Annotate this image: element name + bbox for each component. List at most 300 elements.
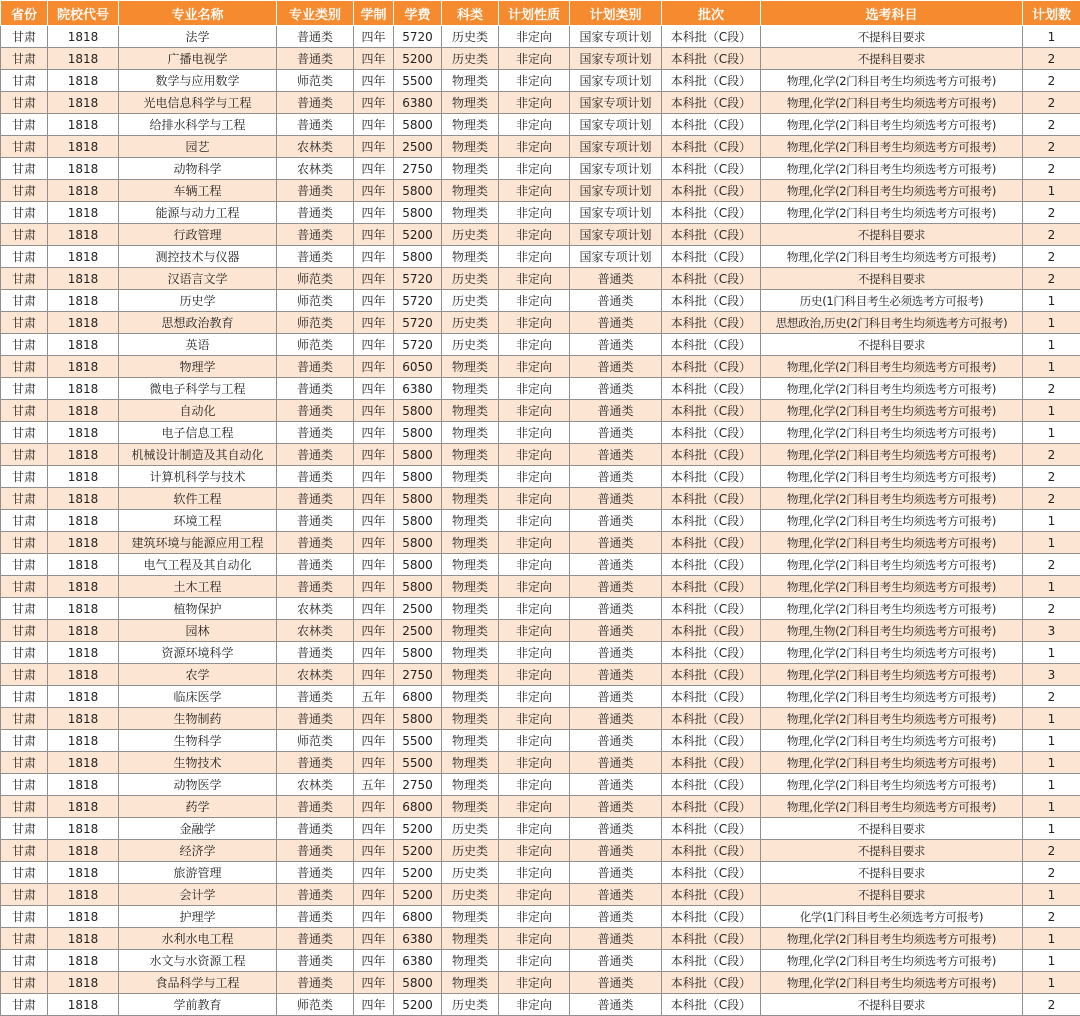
header-major-name: 专业名称 [119,1,277,26]
cell-plan-type: 普通类 [570,400,662,422]
cell-elective-subjects: 物理,化学(2门科目考生均须选考方可报考) [761,70,1023,92]
cell-duration: 四年 [354,664,394,686]
cell-plan-nature: 非定向 [499,136,570,158]
cell-major-category: 普通类 [277,422,354,444]
cell-elective-subjects: 物理,化学(2门科目考生均须选考方可报考) [761,136,1023,158]
cell-plan-type: 普通类 [570,730,662,752]
cell-plan-count: 1 [1023,752,1080,774]
cell-plan-count: 2 [1023,136,1080,158]
table-row [1,488,1080,510]
table-row [1,180,1080,202]
cell-plan-count: 1 [1023,400,1080,422]
cell-plan-type: 国家专项计划 [570,246,662,268]
cell-batch: 本科批（C段） [662,378,761,400]
cell-plan-count: 1 [1023,334,1080,356]
table-row [1,466,1080,488]
cell-major-name: 土木工程 [119,576,277,598]
cell-tuition: 5800 [394,422,442,444]
table-row [1,48,1080,70]
cell-duration: 四年 [354,884,394,906]
cell-tuition: 6800 [394,796,442,818]
cell-plan-type: 国家专项计划 [570,180,662,202]
cell-province: 甘肃 [1,70,48,92]
cell-subject-track: 物理类 [442,906,499,928]
cell-tuition: 5800 [394,466,442,488]
table-row [1,290,1080,312]
cell-duration: 四年 [354,928,394,950]
cell-elective-subjects: 物理,化学(2门科目考生均须选考方可报考) [761,444,1023,466]
cell-subject-track: 物理类 [442,774,499,796]
cell-subject-track: 物理类 [442,554,499,576]
cell-major-category: 师范类 [277,70,354,92]
cell-elective-subjects: 不提科目要求 [761,818,1023,840]
cell-major-category: 普通类 [277,532,354,554]
cell-school-code: 1818 [48,136,119,158]
cell-major-name: 动物医学 [119,774,277,796]
cell-major-category: 普通类 [277,224,354,246]
cell-subject-track: 物理类 [442,488,499,510]
cell-plan-nature: 非定向 [499,70,570,92]
cell-province: 甘肃 [1,422,48,444]
cell-duration: 四年 [354,840,394,862]
cell-plan-type: 普通类 [570,510,662,532]
cell-batch: 本科批（C段） [662,818,761,840]
cell-school-code: 1818 [48,290,119,312]
cell-duration: 四年 [354,950,394,972]
cell-tuition: 6800 [394,686,442,708]
cell-major-category: 普通类 [277,840,354,862]
cell-school-code: 1818 [48,444,119,466]
cell-school-code: 1818 [48,70,119,92]
cell-major-category: 普通类 [277,444,354,466]
cell-major-category: 普通类 [277,488,354,510]
cell-plan-nature: 非定向 [499,400,570,422]
cell-major-category: 普通类 [277,818,354,840]
cell-major-category: 普通类 [277,972,354,994]
cell-duration: 四年 [354,202,394,224]
cell-batch: 本科批（C段） [662,180,761,202]
cell-subject-track: 物理类 [442,202,499,224]
cell-school-code: 1818 [48,884,119,906]
cell-plan-type: 普通类 [570,972,662,994]
cell-plan-count: 2 [1023,554,1080,576]
cell-major-name: 会计学 [119,884,277,906]
cell-subject-track: 历史类 [442,268,499,290]
cell-plan-count: 1 [1023,928,1080,950]
table-row [1,598,1080,620]
cell-plan-type: 普通类 [570,312,662,334]
cell-plan-type: 普通类 [570,950,662,972]
cell-school-code: 1818 [48,158,119,180]
cell-major-name: 物理学 [119,356,277,378]
cell-elective-subjects: 物理,化学(2门科目考生均须选考方可报考) [761,400,1023,422]
cell-tuition: 5200 [394,818,442,840]
cell-plan-nature: 非定向 [499,312,570,334]
cell-plan-type: 国家专项计划 [570,48,662,70]
cell-tuition: 2500 [394,136,442,158]
cell-plan-type: 国家专项计划 [570,158,662,180]
cell-plan-count: 1 [1023,796,1080,818]
cell-plan-type: 普通类 [570,994,662,1016]
cell-school-code: 1818 [48,818,119,840]
cell-tuition: 5800 [394,532,442,554]
cell-major-name: 水文与水资源工程 [119,950,277,972]
header-duration: 学制 [354,1,394,26]
cell-plan-count: 2 [1023,598,1080,620]
cell-batch: 本科批（C段） [662,356,761,378]
cell-school-code: 1818 [48,92,119,114]
cell-batch: 本科批（C段） [662,444,761,466]
cell-major-category: 普通类 [277,356,354,378]
cell-plan-type: 国家专项计划 [570,114,662,136]
table-row [1,994,1080,1016]
cell-plan-nature: 非定向 [499,884,570,906]
cell-province: 甘肃 [1,686,48,708]
cell-plan-nature: 非定向 [499,92,570,114]
cell-duration: 四年 [354,444,394,466]
table-row [1,334,1080,356]
cell-duration: 四年 [354,972,394,994]
cell-elective-subjects: 不提科目要求 [761,840,1023,862]
cell-plan-count: 2 [1023,114,1080,136]
cell-elective-subjects: 物理,化学(2门科目考生均须选考方可报考) [761,356,1023,378]
cell-duration: 四年 [354,752,394,774]
cell-elective-subjects: 不提科目要求 [761,224,1023,246]
table-row [1,576,1080,598]
cell-tuition: 2500 [394,620,442,642]
cell-plan-type: 普通类 [570,906,662,928]
cell-province: 甘肃 [1,378,48,400]
cell-school-code: 1818 [48,708,119,730]
cell-subject-track: 物理类 [442,510,499,532]
cell-plan-nature: 非定向 [499,598,570,620]
cell-plan-type: 普通类 [570,378,662,400]
cell-major-category: 普通类 [277,796,354,818]
cell-duration: 四年 [354,818,394,840]
cell-duration: 四年 [354,224,394,246]
table-row [1,642,1080,664]
cell-province: 甘肃 [1,972,48,994]
table-row [1,774,1080,796]
cell-batch: 本科批（C段） [662,400,761,422]
cell-elective-subjects: 物理,化学(2门科目考生均须选考方可报考) [761,92,1023,114]
cell-batch: 本科批（C段） [662,488,761,510]
table-row [1,532,1080,554]
cell-elective-subjects: 不提科目要求 [761,994,1023,1016]
cell-batch: 本科批（C段） [662,224,761,246]
cell-major-category: 师范类 [277,334,354,356]
cell-batch: 本科批（C段） [662,994,761,1016]
cell-plan-count: 2 [1023,70,1080,92]
cell-elective-subjects: 物理,化学(2门科目考生均须选考方可报考) [761,180,1023,202]
cell-tuition: 2750 [394,158,442,180]
cell-batch: 本科批（C段） [662,532,761,554]
cell-major-category: 师范类 [277,730,354,752]
cell-major-name: 思想政治教育 [119,312,277,334]
table-row [1,268,1080,290]
cell-subject-track: 物理类 [442,444,499,466]
cell-plan-count: 1 [1023,950,1080,972]
cell-school-code: 1818 [48,466,119,488]
cell-subject-track: 历史类 [442,290,499,312]
cell-tuition: 5800 [394,972,442,994]
cell-plan-type: 普通类 [570,796,662,818]
cell-duration: 四年 [354,180,394,202]
header-plan-type: 计划类别 [570,1,662,26]
cell-subject-track: 历史类 [442,884,499,906]
cell-major-name: 植物保护 [119,598,277,620]
cell-major-name: 英语 [119,334,277,356]
cell-major-name: 测控技术与仪器 [119,246,277,268]
cell-tuition: 6380 [394,92,442,114]
cell-batch: 本科批（C段） [662,928,761,950]
cell-major-name: 水利水电工程 [119,928,277,950]
cell-plan-type: 普通类 [570,334,662,356]
cell-plan-type: 普通类 [570,840,662,862]
cell-subject-track: 历史类 [442,334,499,356]
cell-tuition: 5800 [394,642,442,664]
cell-duration: 四年 [354,268,394,290]
cell-duration: 四年 [354,26,394,48]
cell-batch: 本科批（C段） [662,158,761,180]
cell-major-name: 药学 [119,796,277,818]
cell-province: 甘肃 [1,510,48,532]
cell-subject-track: 物理类 [442,70,499,92]
cell-duration: 四年 [354,400,394,422]
cell-school-code: 1818 [48,26,119,48]
cell-duration: 四年 [354,598,394,620]
cell-duration: 四年 [354,158,394,180]
cell-batch: 本科批（C段） [662,290,761,312]
cell-batch: 本科批（C段） [662,114,761,136]
cell-plan-nature: 非定向 [499,290,570,312]
cell-plan-type: 普通类 [570,466,662,488]
cell-duration: 四年 [354,708,394,730]
cell-province: 甘肃 [1,114,48,136]
cell-school-code: 1818 [48,488,119,510]
cell-major-name: 给排水科学与工程 [119,114,277,136]
cell-plan-count: 1 [1023,972,1080,994]
cell-province: 甘肃 [1,554,48,576]
cell-major-category: 农林类 [277,158,354,180]
cell-major-category: 普通类 [277,708,354,730]
cell-major-category: 农林类 [277,774,354,796]
cell-plan-type: 普通类 [570,532,662,554]
cell-major-category: 农林类 [277,620,354,642]
cell-major-name: 环境工程 [119,510,277,532]
cell-subject-track: 历史类 [442,312,499,334]
cell-subject-track: 物理类 [442,92,499,114]
cell-tuition: 5200 [394,840,442,862]
cell-batch: 本科批（C段） [662,466,761,488]
cell-school-code: 1818 [48,202,119,224]
cell-batch: 本科批（C段） [662,686,761,708]
cell-subject-track: 物理类 [442,180,499,202]
cell-major-name: 临床医学 [119,686,277,708]
table-row [1,708,1080,730]
cell-subject-track: 历史类 [442,818,499,840]
table-row [1,312,1080,334]
cell-province: 甘肃 [1,312,48,334]
cell-duration: 四年 [354,378,394,400]
cell-major-name: 计算机科学与技术 [119,466,277,488]
cell-major-category: 普通类 [277,950,354,972]
table-row [1,224,1080,246]
cell-plan-nature: 非定向 [499,752,570,774]
cell-subject-track: 历史类 [442,994,499,1016]
cell-province: 甘肃 [1,752,48,774]
cell-batch: 本科批（C段） [662,774,761,796]
cell-plan-nature: 非定向 [499,180,570,202]
cell-province: 甘肃 [1,202,48,224]
cell-school-code: 1818 [48,686,119,708]
cell-elective-subjects: 物理,化学(2门科目考生均须选考方可报考) [761,774,1023,796]
cell-batch: 本科批（C段） [662,730,761,752]
cell-subject-track: 物理类 [442,972,499,994]
cell-duration: 四年 [354,70,394,92]
cell-school-code: 1818 [48,268,119,290]
cell-subject-track: 物理类 [442,466,499,488]
cell-duration: 四年 [354,334,394,356]
cell-batch: 本科批（C段） [662,26,761,48]
cell-elective-subjects: 不提科目要求 [761,48,1023,70]
cell-elective-subjects: 不提科目要求 [761,862,1023,884]
cell-plan-type: 普通类 [570,928,662,950]
header-subject-track: 科类 [442,1,499,26]
cell-tuition: 2500 [394,598,442,620]
cell-school-code: 1818 [48,752,119,774]
cell-province: 甘肃 [1,950,48,972]
cell-province: 甘肃 [1,136,48,158]
cell-school-code: 1818 [48,576,119,598]
cell-province: 甘肃 [1,356,48,378]
cell-plan-nature: 非定向 [499,202,570,224]
cell-elective-subjects: 物理,化学(2门科目考生均须选考方可报考) [761,466,1023,488]
cell-tuition: 6380 [394,378,442,400]
cell-school-code: 1818 [48,774,119,796]
cell-plan-count: 2 [1023,92,1080,114]
cell-batch: 本科批（C段） [662,554,761,576]
cell-tuition: 6050 [394,356,442,378]
cell-tuition: 5200 [394,224,442,246]
cell-plan-type: 普通类 [570,356,662,378]
cell-duration: 四年 [354,510,394,532]
table-row [1,906,1080,928]
cell-major-name: 园林 [119,620,277,642]
cell-elective-subjects: 历史(1门科目考生必须选考方可报考) [761,290,1023,312]
cell-plan-nature: 非定向 [499,928,570,950]
cell-duration: 四年 [354,422,394,444]
cell-subject-track: 物理类 [442,730,499,752]
table-row [1,972,1080,994]
cell-plan-count: 2 [1023,466,1080,488]
cell-school-code: 1818 [48,532,119,554]
cell-major-category: 普通类 [277,906,354,928]
cell-elective-subjects: 物理,化学(2门科目考生均须选考方可报考) [761,378,1023,400]
cell-plan-nature: 非定向 [499,730,570,752]
cell-plan-type: 普通类 [570,774,662,796]
cell-major-name: 车辆工程 [119,180,277,202]
cell-school-code: 1818 [48,620,119,642]
cell-plan-nature: 非定向 [499,356,570,378]
cell-province: 甘肃 [1,444,48,466]
cell-plan-count: 1 [1023,290,1080,312]
cell-plan-count: 1 [1023,576,1080,598]
cell-plan-nature: 非定向 [499,620,570,642]
cell-elective-subjects: 不提科目要求 [761,26,1023,48]
cell-plan-nature: 非定向 [499,532,570,554]
cell-tuition: 5800 [394,554,442,576]
cell-province: 甘肃 [1,862,48,884]
cell-school-code: 1818 [48,928,119,950]
cell-school-code: 1818 [48,796,119,818]
cell-plan-nature: 非定向 [499,158,570,180]
cell-plan-count: 1 [1023,730,1080,752]
cell-duration: 五年 [354,686,394,708]
cell-plan-nature: 非定向 [499,378,570,400]
cell-elective-subjects: 物理,化学(2门科目考生均须选考方可报考) [761,114,1023,136]
cell-major-category: 普通类 [277,114,354,136]
cell-school-code: 1818 [48,598,119,620]
cell-plan-type: 普通类 [570,642,662,664]
cell-batch: 本科批（C段） [662,268,761,290]
table-row [1,840,1080,862]
cell-elective-subjects: 物理,化学(2门科目考生均须选考方可报考) [761,576,1023,598]
cell-major-category: 普通类 [277,400,354,422]
header-province: 省份 [1,1,48,26]
cell-major-name: 光电信息科学与工程 [119,92,277,114]
cell-elective-subjects: 物理,化学(2门科目考生均须选考方可报考) [761,730,1023,752]
cell-subject-track: 物理类 [442,620,499,642]
cell-elective-subjects: 不提科目要求 [761,268,1023,290]
cell-plan-nature: 非定向 [499,796,570,818]
cell-plan-count: 2 [1023,994,1080,1016]
cell-subject-track: 物理类 [442,752,499,774]
cell-tuition: 6800 [394,906,442,928]
cell-elective-subjects: 物理,化学(2门科目考生均须选考方可报考) [761,796,1023,818]
cell-province: 甘肃 [1,906,48,928]
cell-tuition: 5500 [394,70,442,92]
cell-major-category: 普通类 [277,180,354,202]
cell-plan-nature: 非定向 [499,444,570,466]
cell-plan-type: 国家专项计划 [570,202,662,224]
cell-tuition: 5500 [394,752,442,774]
cell-tuition: 5800 [394,708,442,730]
cell-elective-subjects: 物理,化学(2门科目考生均须选考方可报考) [761,532,1023,554]
cell-major-name: 食品科学与工程 [119,972,277,994]
cell-tuition: 5800 [394,488,442,510]
cell-major-name: 农学 [119,664,277,686]
cell-plan-count: 2 [1023,488,1080,510]
cell-plan-count: 1 [1023,818,1080,840]
cell-major-name: 历史学 [119,290,277,312]
cell-elective-subjects: 物理,化学(2门科目考生均须选考方可报考) [761,246,1023,268]
cell-subject-track: 物理类 [442,356,499,378]
cell-plan-nature: 非定向 [499,554,570,576]
cell-major-name: 能源与动力工程 [119,202,277,224]
cell-major-category: 普通类 [277,246,354,268]
cell-school-code: 1818 [48,312,119,334]
cell-tuition: 5800 [394,510,442,532]
cell-plan-type: 普通类 [570,664,662,686]
table-row [1,70,1080,92]
header-plan-nature: 计划性质 [499,1,570,26]
cell-batch: 本科批（C段） [662,70,761,92]
cell-plan-nature: 非定向 [499,246,570,268]
cell-tuition: 5200 [394,994,442,1016]
cell-plan-type: 国家专项计划 [570,70,662,92]
table-row [1,752,1080,774]
